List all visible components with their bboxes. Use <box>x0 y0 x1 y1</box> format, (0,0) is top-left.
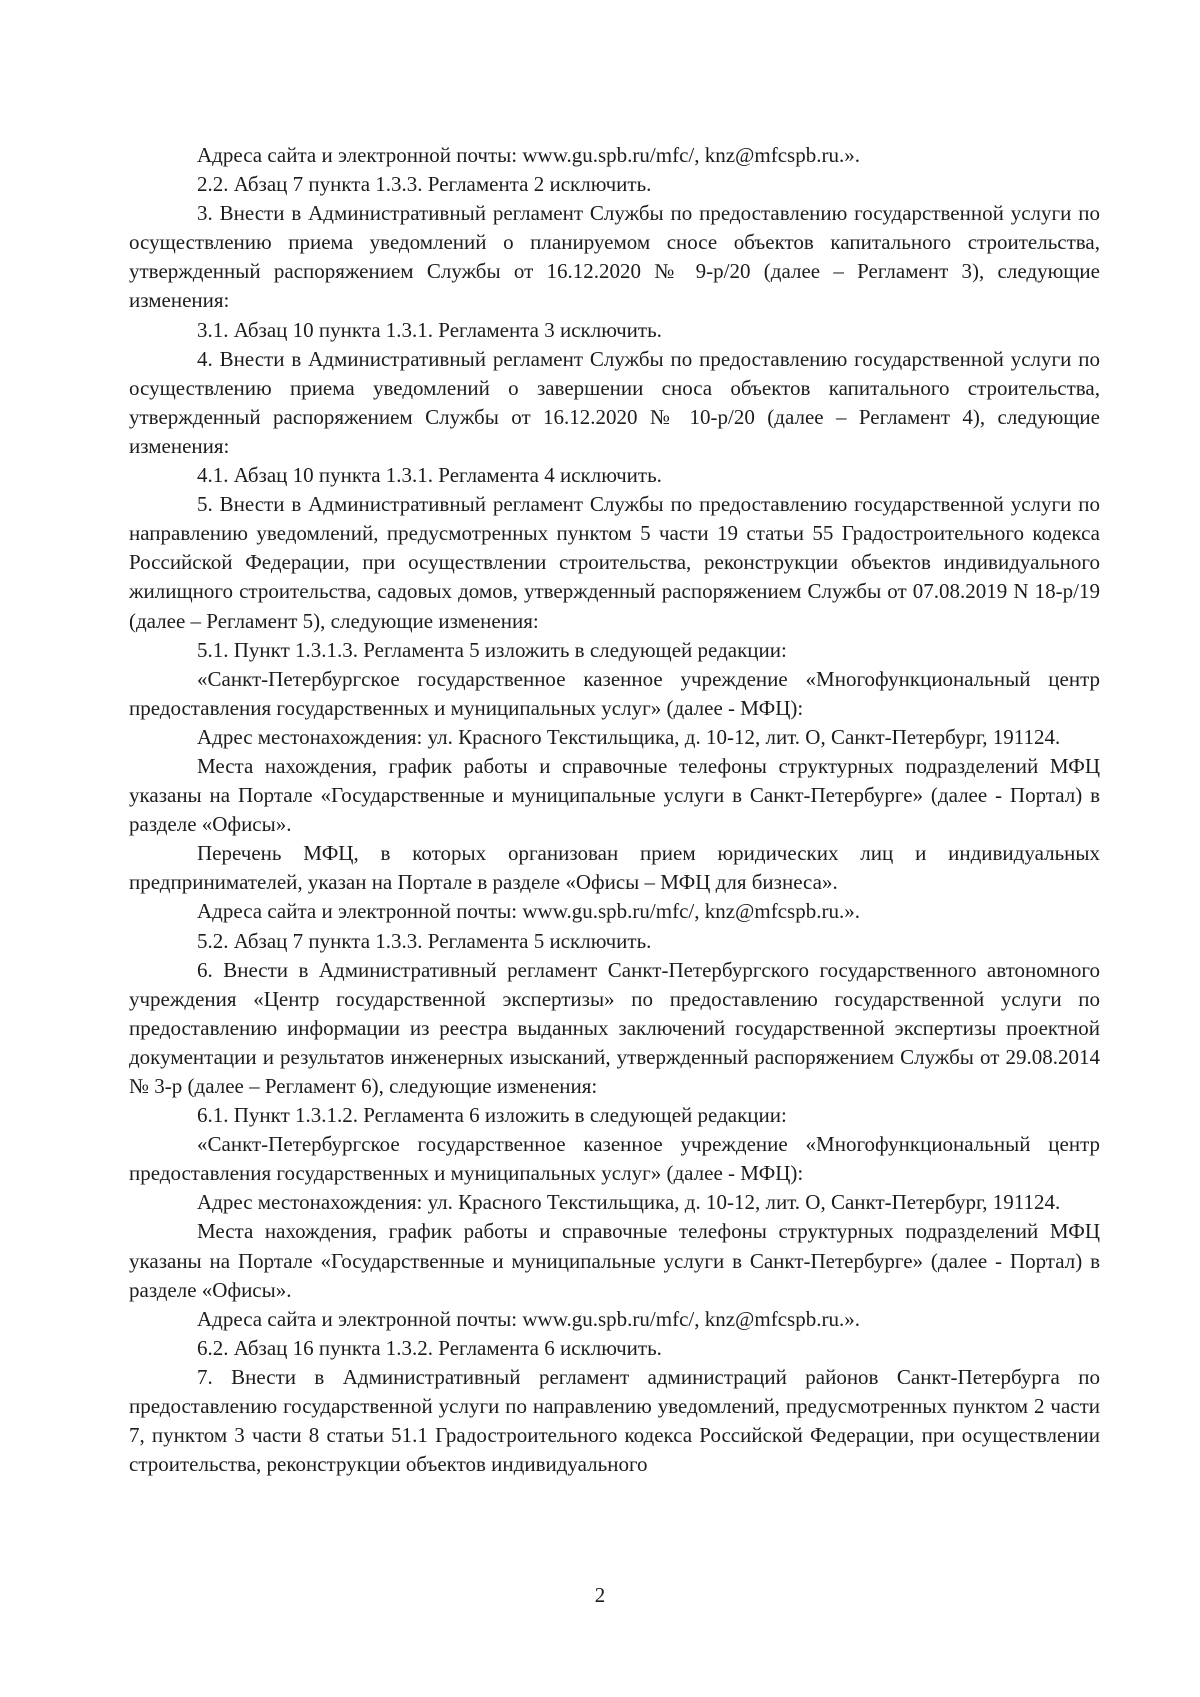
paragraph: Перечень МФЦ, в которых организован прием юридических лиц и индивидуальных предпринимателей, указан на Портале в разделе «Офисы – МФЦ для бизнеса». <box>129 841 1100 895</box>
paragraph: 6.1. Пункт 1.3.1.2. Регламента 6 изложить в следующей редакции: <box>197 1103 787 1128</box>
paragraph: Адреса сайта и электронной почты: www.gu.spb.ru/mfc/, knz@mfcspb.ru.». <box>197 143 860 167</box>
paragraph: 6.2. Абзац 16 пункта 1.3.2. Регламента 6 исключить. <box>197 1335 662 1360</box>
document-body <box>129 141 1100 1479</box>
paragraph: Места нахождения, график работы и справочные телефоны структурных подразделений МФЦ указаны на Портале «Государственные и муниципальные услуги в Санкт-Петербурге» (далее - Портал) в разделе «Офисы». <box>129 1219 1100 1302</box>
paragraph: 7. Внести в Административный регламент администраций районов Санкт-Петербурга по предоставлению государственной услуги по направлению уведомлений, предусмотренных пунктом 2 части 7, пунктом 3 части 8 статьи 51.1 Градостроительного кодекса Российской Федерации, при осуществлении строительства, реконструкции объектов индивидуального <box>129 1364 1100 1477</box>
paragraph: 3.1. Абзац 10 пункта 1.3.1. Регламента 3 исключить. <box>197 317 662 342</box>
paragraph: Адрес местонахождения: ул. Красного Текстильщика, д. 10-12, лит. О, Санкт-Петербург, 191124. <box>197 724 1061 749</box>
page-number: 2 <box>594 1583 606 1607</box>
paragraph: Места нахождения, график работы и справочные телефоны структурных подразделений МФЦ указаны на Портале «Государственные и муниципальные услуги в Санкт-Петербурге» (далее - Портал) в разделе «Офисы». <box>129 753 1100 837</box>
paragraph: 5.2. Абзац 7 пункта 1.3.3. Регламента 5 исключить. <box>197 928 652 953</box>
paragraph: 5.1. Пункт 1.3.1.3. Регламента 5 изложить в следующей редакции: <box>197 637 787 662</box>
paragraph: Адреса сайта и электронной почты: www.gu.spb.ru/mfc/, knz@mfcspb.ru.». <box>197 899 860 924</box>
paragraph: Адрес местонахождения: ул. Красного Текстильщика, д. 10-12, лит. О, Санкт-Петербург, 191124. <box>197 1190 1061 1215</box>
paragraph: «Санкт-Петербургское государственное казенное учреждение «Многофункциональный центр предоставления государственных и муниципальных услуг» (далее - МФЦ): <box>129 1132 1100 1186</box>
paragraph: 3. Внести в Административный регламент Службы по предоставлению государственной услуги по осуществлению приема уведомлений о планируемом сносе объектов капитального строительства, утвержденный распоряжением Службы от 16.12.2020 № 9-р/20 (далее – Регламент 3), следующие изменения: <box>129 201 1100 313</box>
paragraph: «Санкт-Петербургское государственное казенное учреждение «Многофункциональный центр предоставления государственных и муниципальных услуг» (далее - МФЦ): <box>129 666 1100 720</box>
paragraph: 4. Внести в Административный регламент Службы по предоставлению государственной услуги по осуществлению приема уведомлений о завершении сноса объектов капитального строительства, утвержденный распоряжением Службы от 16.12.2020 № 10-р/20 (далее – Регламент 4), следующие изменения: <box>129 346 1100 458</box>
paragraph: 6. Внести в Административный регламент Санкт-Петербургского государственного автономного учреждения «Центр государственной экспертизы» по предоставлению государственной услуги по предоставлению информации из реестра выданных заключений государственной экспертизы проектной документации и результатов инженерных изысканий, утвержденный распоряжением Службы от 29.08.2014 № 3-р (далее – Регламент 6), следующие изменения: <box>129 957 1100 1098</box>
paragraph: Адреса сайта и электронной почты: www.gu.spb.ru/mfc/, knz@mfcspb.ru.». <box>197 1306 860 1331</box>
paragraph: 2.2. Абзац 7 пункта 1.3.3. Регламента 2 исключить. <box>197 172 652 197</box>
paragraph: 5. Внести в Административный регламент Службы по предоставлению государственной услуги по направлению уведомлений, предусмотренных пунктом 5 части 19 статьи 55 Градостроительного кодекса Российской Федерации, при осуществлении строительства, реконструкции объектов индивидуального жилищного строительства, садовых домов, утвержденный распоряжением Службы от 07.08.2019 N 18-р/19 (далее – Регламент 5), следующие изменения: <box>129 492 1100 633</box>
paragraph: 4.1. Абзац 10 пункта 1.3.1. Регламента 4 исключить. <box>197 463 662 488</box>
